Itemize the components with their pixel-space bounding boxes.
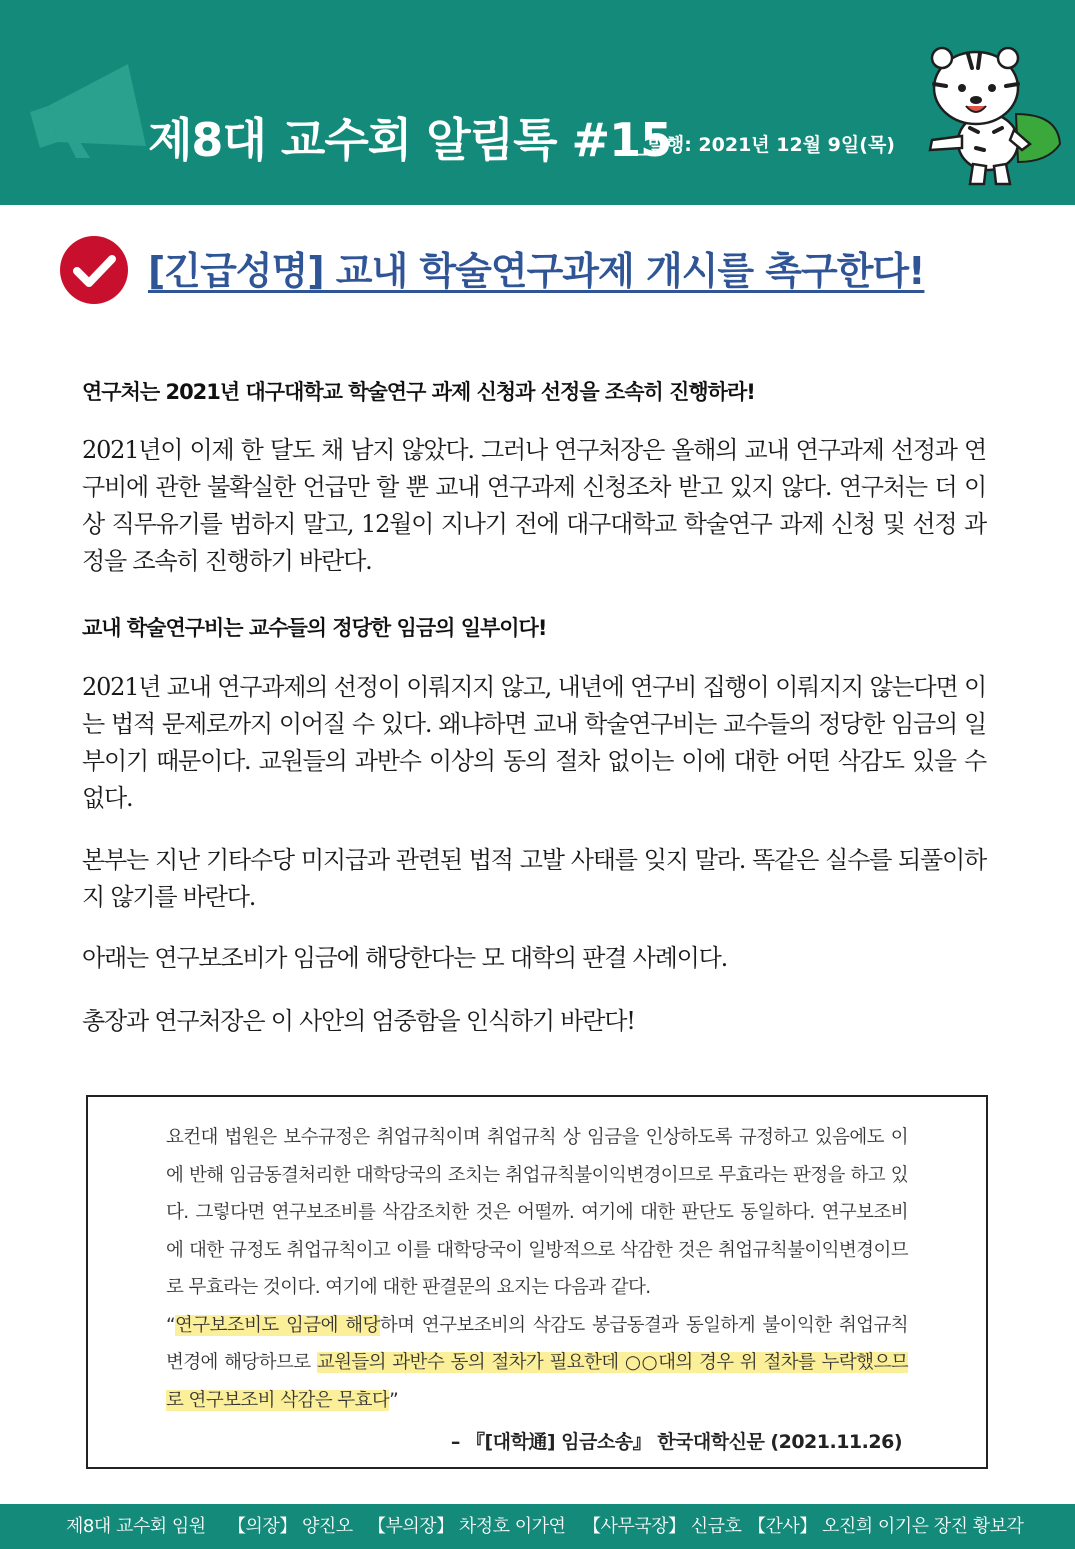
paragraph: 2021년 교내 연구과제의 선정이 이뤄지지 않고, 내년에 연구비 집행이 이뤄지지 않는다면 이는 법적 문제로까지 이어질 수 있다. 왜냐하면 교내 학술연구비는 교수들의 정당한 임금의 일부이기 때문이다. 교원들의 과반수 이상의 동의 절차 없이는 이에 대한 어떤 삭감도 있을 수 없다. xyxy=(82,673,986,812)
paragraph: 2021년이 이제 한 달도 채 남지 않았다. 그러나 연구처장은 올해의 교내 연구과제 선정과 연구비에 관한 불확실한 언급만 할 뿐 교내 연구과제 신청조차 받고 있지 않다. 연구처는 더 이상 직무유기를 범하지 말고, 12월이 지나기 전에 대구대학교 학술연구 과제 신청 및 선정 과정을 조속히 진행하기 바란다. xyxy=(82,436,986,575)
highlight-ruling: 교원들의 과반수 동의 절차가 필요한데 ○○대의 경우 위 절차를 누락했으므로 연구보조비 삭감은 무효다 xyxy=(166,1352,908,1411)
check-circle-icon xyxy=(59,235,129,305)
newsletter-title: 제8대 교수회 알림톡 #15 xyxy=(148,113,672,167)
header-banner xyxy=(0,0,1075,205)
issue-date: _발행: 2021년 12월 9일(목) xyxy=(638,134,895,156)
headline: [긴급성명] 교내 학술연구과제 개시를 촉구한다! xyxy=(148,249,925,293)
open-quote: “ xyxy=(166,1314,175,1336)
paragraph: 총장과 연구처장은 이 사안의 엄중함을 인식하기 바란다! xyxy=(82,1007,635,1035)
section-heading: 교내 학술연구비는 교수들의 정당한 임금의 일부이다! xyxy=(82,616,547,640)
section-heading: 연구처는 2021년 대구대학교 학술연구 과제 신청과 선정을 조속히 진행하라! xyxy=(82,380,755,404)
quote-text xyxy=(166,1119,908,1419)
footer-secretaries: 【간사】 오진희 이기은 장진 황보각 xyxy=(748,1516,1024,1537)
footer-secretary-general: 【사무국장】 신금호 xyxy=(583,1516,742,1537)
footer-vice-chair: 【부의장】 차정호 이가연 xyxy=(368,1516,566,1537)
paragraph: 본부는 지난 기타수당 미지급과 관련된 법적 고발 사태를 잊지 말라. 똑같은 실수를 되풀이하지 않기를 바란다. xyxy=(82,846,986,911)
footer-officers xyxy=(0,1504,1075,1549)
footer-org: 제8대 교수회 임원 xyxy=(66,1516,206,1537)
megaphone-icon xyxy=(18,50,148,160)
quote-middle: 하며 연구보조비의 삭감도 봉급동결과 동일하게 불이익한 취업규칙변경에 해당하므로 xyxy=(166,1314,908,1373)
highlight-wage: 연구보조비도 임금에 해당 xyxy=(174,1314,380,1336)
tiger-mascot-icon xyxy=(918,44,1068,189)
quote-intro: 요컨대 법원은 보수규정은 취업규칙이며 취업규칙 상 임금을 인상하도록 규정하고 있음에도 이에 반해 임금동결처리한 대학당국의 조치는 취업규칙불이익변경이므로 무효라는 판정을 하고 있다. 그렇다면 연구보조비를 삭감조치한 것은 어떨까. 여기에 대한 판단도 동일하다. 연구보조비에 대한 규정도 취업규칙이고 이를 대학당국이 일방적으로 삭감한 것은 취업규칙불이익변경이므로 무효라는 것이다. 여기에 대한 판결문의 요지는 다음과 같다. xyxy=(166,1127,908,1298)
footer-chair: 【의장】 양진오 xyxy=(228,1516,353,1537)
close-quote: ” xyxy=(389,1389,399,1411)
quote-source: – 『[대학通] 임금소송』 한국대학신문 (2021.11.26) xyxy=(450,1431,902,1453)
court-ruling-quote-box xyxy=(86,1095,988,1469)
paragraph: 아래는 연구보조비가 임금에 해당한다는 모 대학의 판결 사례이다. xyxy=(82,944,727,972)
